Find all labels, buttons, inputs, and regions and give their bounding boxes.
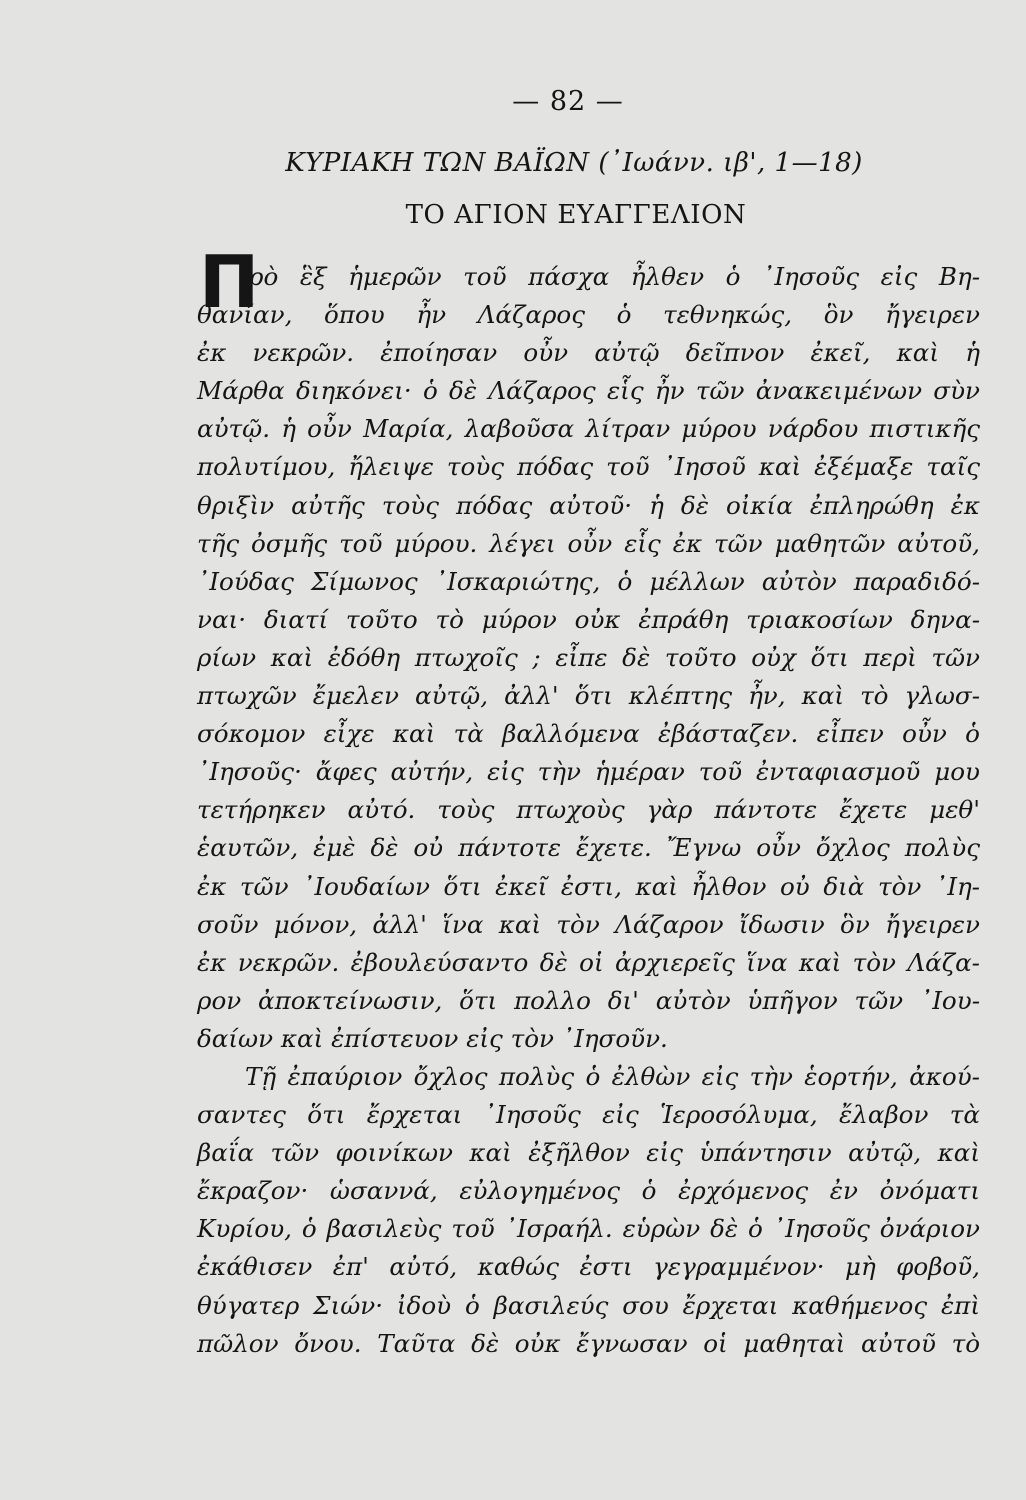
text-line: ἐκ νεκρῶν. ἐποίησαν οὖν αὐτῷ δεῖπνον ἐκεῖ, καὶ ἡ	[197, 338, 980, 368]
text-line: σαντες ὅτι ἔρχεται ᾿Ιησοῦς εἰς Ἱεροσόλυμα, ἔλαβον τὰ	[197, 1100, 980, 1130]
text-line: θύγατερ Σιών· ἰδοὺ ὁ βασιλεύς σου ἔρχεται καθήμενος ἐπὶ	[197, 1290, 980, 1320]
text-line: σόκομον εἶχε καὶ τὰ βαλλόμενα ἐβάσταζεν. εἶπεν οὖν ὁ	[197, 719, 980, 749]
text-line: ναι· διατί τοῦτο τὸ μύρον οὐκ ἐπράθη τριακοσίων δηνα-	[197, 604, 980, 634]
body-text	[197, 258, 980, 1363]
text-line: ρὸ ἓξ ἡμερῶν τοῦ πάσχα ἦλθεν ὁ ᾿Ιησοῦς εἰς Βη-	[249, 262, 980, 291]
page-subheading: ΤΟ ΑΓΙΟΝ ΕΥΑΓΓΕΛΙΟΝ	[405, 200, 747, 230]
paragraph-2	[197, 1058, 980, 1363]
text-line: θριξὶν αὐτῆς τοὺς πόδας αὐτοῦ· ἡ δὲ οἰκία ἐπληρώθη ἐκ	[197, 490, 980, 520]
text-line: ᾿Ιούδας Σίμωνος ᾿Ισκαριώτης, ὁ μέλλων αὐτὸν παραδιδό-	[197, 566, 980, 596]
page-number: — 82 —	[512, 86, 624, 117]
text-line: πῶλον ὄνου. Ταῦτα δὲ οὐκ ἔγνωσαν οἱ μαθηταὶ αὐτοῦ τὸ	[197, 1328, 980, 1358]
text-line: τετήρηκεν αὐτό. τοὺς πτωχοὺς γὰρ πάντοτε ἔχετε μεθ'	[197, 795, 980, 825]
text-line: δαίων καὶ ἐπίστευον εἰς τὸν ᾿Ιησοῦν.	[197, 1023, 668, 1053]
text-line: βαΐα τῶν φοινίκων καὶ ἐξῆλθον εἰς ὑπάντησιν αὐτῷ, καὶ	[197, 1138, 980, 1168]
text-line: ἔκραζον· ὡσαννά, εὐλογημένος ὁ ἐρχόμενος ἐν ὀνόματι	[197, 1176, 980, 1206]
text-line: Μάρθα διηκόνει· ὁ δὲ Λάζαρος εἷς ἦν τῶν ἀνακειμένων σὺν	[197, 376, 980, 406]
text-line: ἐκάθισεν ἐπ' αὐτό, καθώς ἐστι γεγραμμένον· μὴ φοβοῦ,	[197, 1252, 980, 1282]
text-line: ᾿Ιησοῦς· ἄφες αὐτήν, εἰς τὴν ἡμέραν τοῦ ἐνταφιασμοῦ μου	[197, 757, 980, 787]
text-line: ἑαυτῶν, ἐμὲ δὲ οὐ πάντοτε ἔχετε. Ἔγνω οὖν ὄχλος πολὺς	[197, 833, 980, 863]
text-line: πτωχῶν ἔμελεν αὐτῷ, ἀλλ' ὅτι κλέπτης ἦν, καὶ τὸ γλωσ-	[197, 681, 980, 711]
text-line: Τῇ ἐπαύριον ὄχλος πολὺς ὁ ἐλθὼν εἰς τὴν ἑορτήν, ἀκού-	[245, 1061, 980, 1091]
text-line: ρίων καὶ ἐδόθη πτωχοῖς ; εἶπε δὲ τοῦτο οὐχ ὅτι περὶ τῶν	[197, 642, 980, 672]
text-line: τῆς ὀσμῆς τοῦ μύρου. λέγει οὖν εἷς ἐκ τῶν μαθητῶν αὐτοῦ,	[197, 528, 980, 558]
text-line: αὐτῷ. ἡ οὖν Μαρία, λαβοῦσα λίτραν μύρου νάρδου πιστικῆς	[197, 414, 980, 444]
text-line: θανίαν, ὅπου ἦν Λάζαρος ὁ τεθνηκώς, ὃν ἤγειρεν	[197, 300, 980, 330]
text-line: Κυρίου, ὁ βασιλεὺς τοῦ ᾿Ισραήλ. εὑρὼν δὲ ὁ ᾿Ιησοῦς ὀνάριον	[197, 1214, 980, 1244]
page-heading: ΚΥΡΙΑΚΗ ΤΩΝ ΒΑΪΩΝ (᾿Ιωάνν. ιβ', 1—18)	[285, 148, 863, 178]
text-line: σοῦν μόνον, ἀλλ' ἵνα καὶ τὸν Λάζαρον ἴδωσιν ὃν ἤγειρεν	[197, 909, 980, 939]
text-line: ἐκ νεκρῶν. ἐβουλεύσαντο δὲ οἱ ἀρχιερεῖς ἵνα καὶ τὸν Λάζα-	[197, 947, 980, 977]
text-line: ἐκ τῶν ᾿Ιουδαίων ὅτι ἐκεῖ ἐστι, καὶ ἦλθον οὐ διὰ τὸν ᾿Ιη-	[197, 871, 980, 901]
drop-cap: Π	[199, 240, 260, 324]
paragraph-1	[197, 258, 980, 1058]
text-line: ρον ἀποκτείνωσιν, ὅτι πολλο δι' αὐτὸν ὑπῆγον τῶν ᾿Ιου-	[197, 985, 980, 1015]
text-line: πολυτίμου, ἤλειψε τοὺς πόδας τοῦ ᾿Ιησοῦ καὶ ἐξέμαξε ταῖς	[197, 452, 980, 482]
